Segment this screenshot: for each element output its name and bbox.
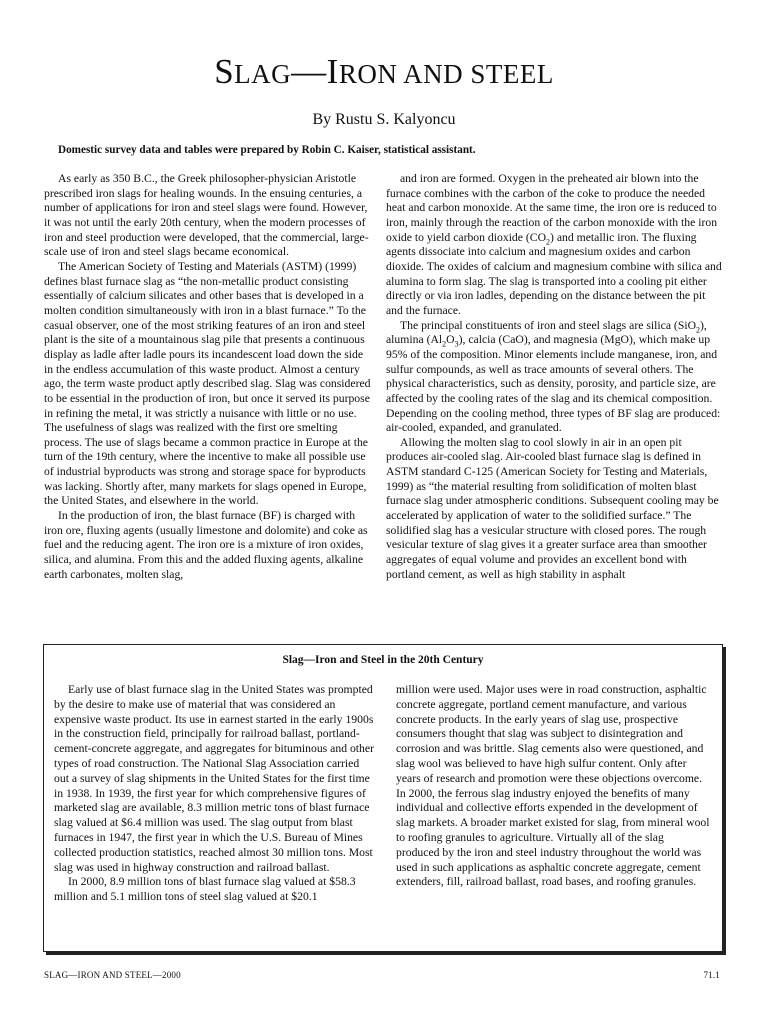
box-right-column xyxy=(396,683,710,890)
paragraph: As early as 350 B.C., the Greek philosopher-physician Aristotle prescribed iron slags for healing wounds. In the ensuing centuries, a number of applications for iron and steel slags were found. However, it was not until the early 20th century, when the modern processes of iron and steel production were developed, that the commercial, large-scale use of iron and steel slags became economical. xyxy=(44,172,369,259)
page-title xyxy=(0,52,768,92)
paragraph: The principal constituents of iron and steel slags are silica (SiO$_2$), alumina $(Al_2O_3)$, calcia (CaO), and magnesia (MgO), which make up 95% of the composition. Minor elements include manganese, iron, and sulfur compounds, as well as trace amounts of several others. The physical characteristics, such as density, porosity, and particle size, are affected by the cooling rates of the slag and its chemical composition. Depending on the cooling method, three types of BF slag are produced: air-cooled, expanded, and granulated. xyxy=(386,318,721,435)
paragraph: The American Society of Testing and Materials (ASTM) (1999) defines blast furnace slag as “the non-metallic product consisting essentially of calcium silicates and other bases that is developed in a molten condition simultaneously with iron in a blast furnace.” To the casual observer, one of the most striking features of an iron and steel plant is the site of a mountainous slag pile that presents a continuous display as ladle after ladle pours its incandescent load down the side in the endless accumulation of this waste product. Almost a century ago, the term waste product aptly described slag. Slag was considered to be essential in the production of iron, but once it served its purpose in refining the metal, it was strictly a nuisance with little or no use. The usefulness of slags was realized with the first ore smelting process. The use of slags became a common practice in Europe at the turn of the 19th century, where the incentive to make all possible use of industrial byproducts was strong and storage space for byproducts was lacking. Shortly after, many markets for slags opened in Europe, the United States, and elsewhere in the world. xyxy=(44,259,371,508)
paragraph: million were used. Major uses were in road construction, asphaltic concrete aggregate, portland cement manufacture, and various concrete products. In the early years of slag use, prospective consumers thought that slag was subject to disintegration and corrosion and was brittle. Slag cements also were questioned, and slag wool was believed to have high sulfur content. Only after years of research and promotion were these objections overcome. In 2000, the ferrous slag industry enjoyed the benefits of many individual and collective efforts expended in the development of slag markets. A broader market existed for slag, from mineral wool to roofing granules to agriculture. Virtually all of the slag produced by the iron and steel industry throughout the world was used in such applications as asphaltic concrete aggregate, cement extenders, fill, railroad ballast, road bases, and roofing granules. xyxy=(396,683,710,889)
paragraph: and iron are formed. Oxygen in the preheated air blown into the furnace combines with the carbon of the coke to produce the needed heat and carbon monoxide. At the same time, the iron ore is reduced to iron, mainly through the reaction of the carbon monoxide with the iron oxide to yield carbon dioxide $(CO_2)$ and metallic iron. The fluxing agents dissociate into calcium and magnesium oxides and carbon dioxide. The oxides of calcium and magnesium combine with silica and alumina to form slag. The slag is transported into a cooling pit either directly or via iron ladles, depending on the distance between the pit and the furnace. xyxy=(386,172,722,317)
author-byline: By Rustu S. Kalyoncu xyxy=(312,111,456,128)
title-smallcaps: RON AND STEEL xyxy=(338,59,554,89)
title-initial: I xyxy=(326,52,339,91)
paragraph: Allowing the molten slag to cool slowly in air in an open pit produces air-cooled slag. Air-cooled blast furnace slag is defined in ASTM standard C-125 (American Society for Testing and Materials, 1999) as “the material resulting from solidification of molten blast furnace slag under atmospheric conditions. Subsequent cooling may be accelerated by application of water to the solidified surface.” The solidified slag has a vesicular structure with closed pores. The rough vesicular texture of slag gives it a greater surface area than smoother aggregates of equal volume and provides an excellent bond with portland cement, as well as high stability in asphalt xyxy=(386,435,719,581)
title-smallcaps: LAG xyxy=(234,59,292,89)
paragraph: In 2000, 8.9 million tons of blast furnace slag valued at $58.3 million and 5.1 million tons of steel slag valued at $20.1 xyxy=(54,875,356,904)
credit-line: Domestic survey data and tables were prepared by Robin C. Kaiser, statistical assistant. xyxy=(58,144,476,156)
left-column xyxy=(44,172,372,582)
title-initial: S xyxy=(214,52,235,91)
paragraph: Early use of blast furnace slag in the United States was prompted by the desire to make use of material that was considered an expensive waste product. Its use in earnest started in the early 1900s in the construction field, principally for railroad ballast, portland-cement-concrete aggregate, and aggregates for bituminous and other types of road construction. The National Slag Association carried out a survey of slag shipments in the United States for the first time in 1938. In 1939, the first year for which comprehensive figures of marketed slag are available, 8.3 million metric tons of blast furnace slag valued at $6.4 million was used. The slag output from blast furnaces in 1947, the first year in which the U.S. Bureau of Mines collected production statistics, reached almost 30 million tons. Most slag was used in highway construction and railroad ballast. xyxy=(54,683,374,874)
paragraph: In the production of iron, the blast furnace (BF) is charged with iron ore, fluxing agents (usually limestone and dolomite) and coke as fuel and the reducing agent. The iron ore is a mixture of iron oxides, silica, and alumina. From this and the added fluxing agents, alkaline earth carbonates, molten slag, xyxy=(44,509,368,581)
title-dash: — xyxy=(291,52,327,91)
sidebar-box xyxy=(43,644,723,952)
right-column xyxy=(386,172,722,582)
footer-running-title: SLAG—IRON AND STEEL—2000 xyxy=(44,970,181,980)
page-number: 71.1 xyxy=(703,970,720,980)
box-title: Slag—Iron and Steel in the 20th Century xyxy=(282,654,484,666)
box-left-column xyxy=(54,683,374,905)
